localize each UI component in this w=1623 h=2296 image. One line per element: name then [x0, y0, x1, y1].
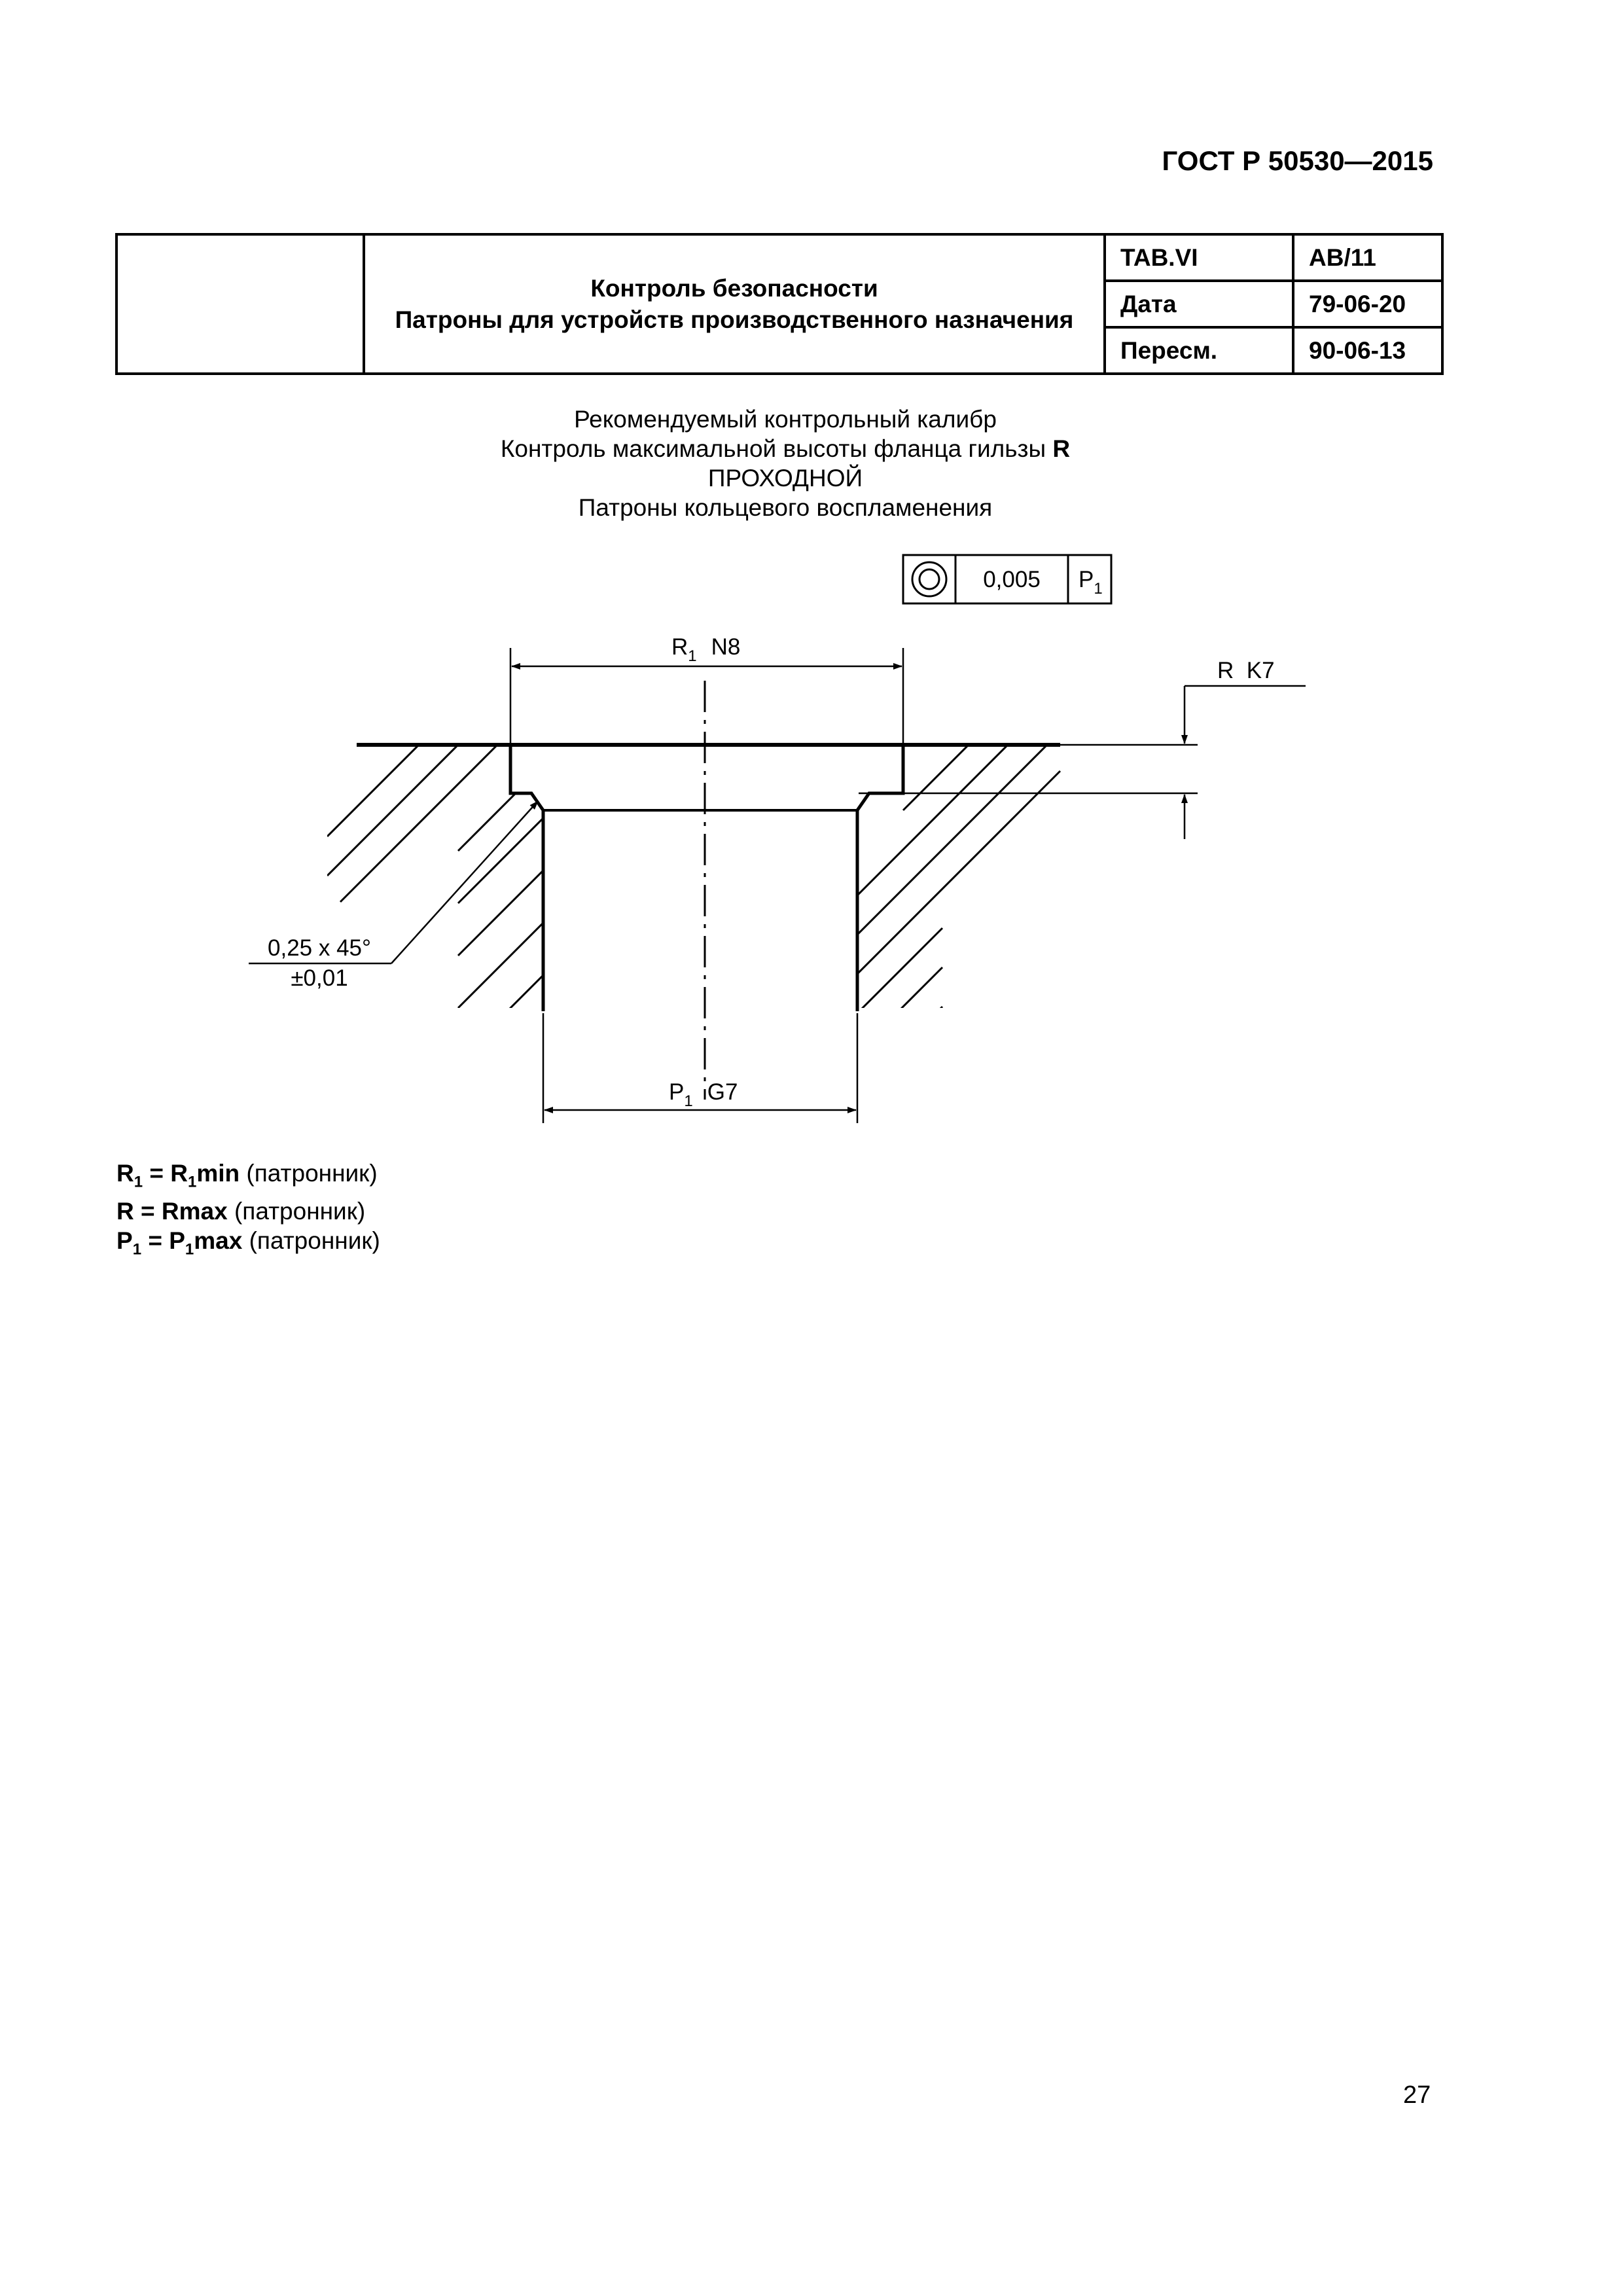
- header-key: Дата: [1105, 281, 1293, 327]
- header-title-line2: Патроны для устройств производственного назначения: [395, 306, 1074, 333]
- header-value: 90-06-13: [1293, 327, 1442, 374]
- intro-line1: Рекомендуемый контрольный калибр: [574, 406, 997, 433]
- hatch-left: [327, 745, 550, 1047]
- concentricity-icon: [912, 562, 946, 596]
- r-k7-label: R K7: [1217, 658, 1275, 683]
- intro-line2-bold: R: [1052, 435, 1071, 462]
- gauge-profile: [510, 745, 903, 1011]
- hatch-right: [851, 745, 1060, 1098]
- header-key: TAB.VI: [1105, 234, 1293, 281]
- page-number: 27: [1403, 2081, 1431, 2109]
- intro-line2-text: Контроль максимальной высоты фланца гильзы: [500, 435, 1046, 462]
- intro-line3: ПРОХОДНОЙ: [707, 465, 863, 492]
- legend-item: $R_1 = R_1\min$ (патронник): [116, 1160, 378, 1191]
- tolerance-frame: [903, 555, 1111, 603]
- header-key: Пересм.: [1105, 327, 1293, 374]
- legend-item: $P_1 = P_1\max$ (патронник): [116, 1227, 380, 1259]
- header-value: 79-06-20: [1293, 281, 1442, 327]
- r-k7-dimension: [859, 658, 1306, 839]
- header-title-line1: Контроль безопасности: [590, 274, 878, 302]
- standard-code: ГОСТ Р 50530—2015: [1162, 145, 1433, 176]
- legend: [116, 1158, 380, 1265]
- chamfer-line2: ±0,01: [291, 965, 348, 991]
- tolerance-datum: $P_1$: [1079, 567, 1103, 598]
- intro-line4: Патроны кольцевого воспламенения: [578, 494, 993, 521]
- legend-item: R = Rmax (патронник): [116, 1198, 366, 1225]
- chamfer-callout: [249, 801, 538, 991]
- tolerance-value: 0,005: [983, 567, 1041, 592]
- p1-dim-label: $P_1$ G7: [669, 1079, 738, 1110]
- r1-dim-label: $R_1$ N8: [671, 634, 741, 665]
- header-value: AB/11: [1293, 234, 1442, 281]
- chamfer-line1: 0,25 x 45°: [268, 935, 371, 961]
